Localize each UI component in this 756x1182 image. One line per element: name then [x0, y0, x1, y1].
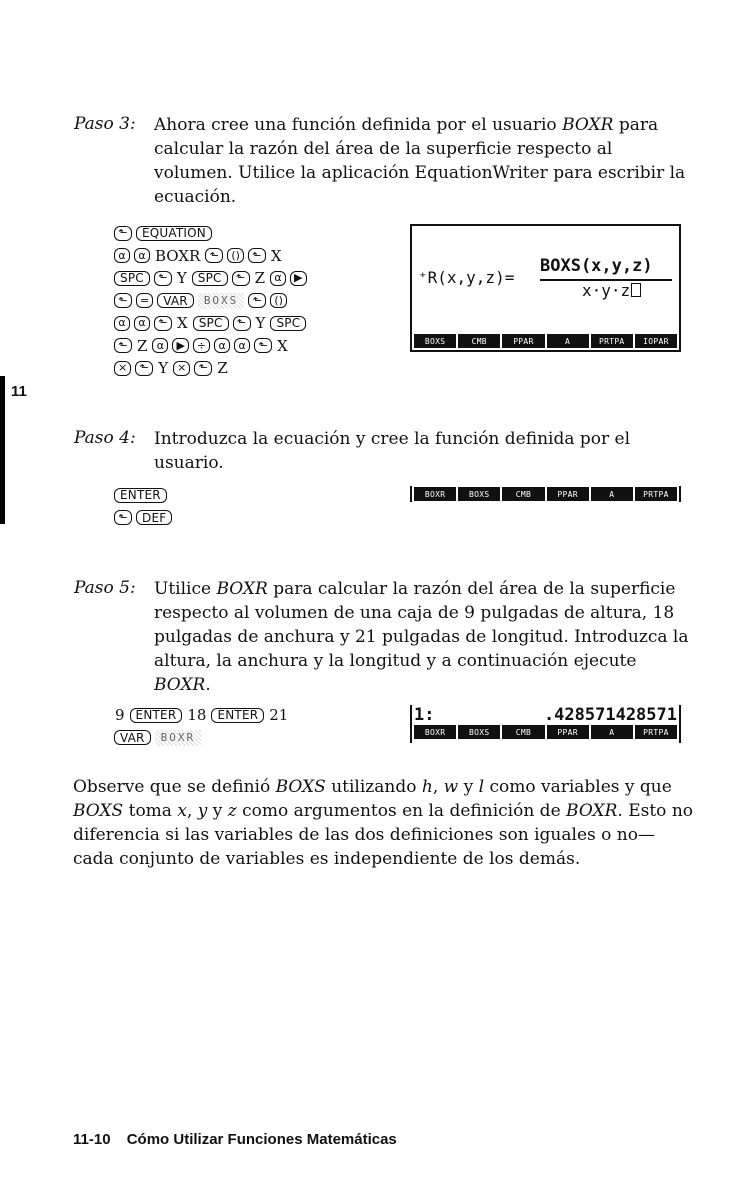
chapter-edge-bar [0, 376, 5, 524]
left-shift-key: ⬑ [135, 361, 153, 376]
menu-label: PRTPA [635, 487, 677, 501]
multiply-key: × [114, 361, 131, 376]
step3-function-name: BOXR [562, 115, 614, 135]
left-shift-key: ⬑ [248, 293, 266, 308]
menu-label: BOXS [458, 725, 500, 739]
equation-denominator [582, 281, 641, 300]
typed-text: X [270, 246, 282, 265]
menu-label: CMB [458, 334, 500, 348]
alpha-key: α [152, 338, 168, 353]
menu-bar [414, 725, 677, 739]
alpha-key: α [114, 248, 130, 263]
keystroke-line [114, 222, 307, 245]
step5-text-b: para calcular la razón del área de la superficie respecto al volumen de una caja de 9 pulgadas de altura, 18 pulgadas de anchura y 21 pulgadas de longitud. Introduzca la altura, la anchura y la longitud y a continuación ejecute [154, 579, 689, 671]
menu-label: PPAR [547, 487, 589, 501]
page-footer [73, 1131, 397, 1148]
boxs-menu-key: BOXS [198, 293, 245, 309]
keystroke-line [114, 335, 307, 358]
step4-keystrokes [114, 484, 172, 529]
equation-writer-screen [410, 224, 681, 352]
menu-label: A [547, 334, 589, 348]
step3-keystrokes [114, 222, 307, 380]
step4-screen [410, 486, 681, 502]
keystroke-line [114, 727, 289, 750]
menu-label: BOXS [458, 487, 500, 501]
spc-key: SPC [193, 316, 229, 331]
step5-function-name-2: BOXR [154, 675, 206, 695]
def-key: DEF [136, 510, 172, 525]
closing-var: z [227, 801, 237, 821]
menu-label: CMB [502, 487, 544, 501]
left-shift-key: ⬑ [194, 361, 212, 376]
step3-text [154, 113, 694, 209]
equals-key: = [136, 293, 153, 308]
step4-text: Introduzca la ecuación y cree la función definida por el usuario. [154, 429, 631, 473]
typed-text: X [277, 336, 288, 355]
equation-display [418, 256, 674, 306]
left-shift-key: ⬑ [114, 510, 132, 525]
closing-text: toma [123, 801, 178, 821]
typed-text: BOXR [155, 246, 201, 265]
alpha-key: α [134, 316, 150, 331]
left-shift-key: ⬑ [154, 316, 172, 331]
left-shift-key: ⬑ [233, 316, 251, 331]
stack-level-label: 1: [414, 705, 435, 725]
left-shift-key: ⬑ [154, 271, 172, 286]
menu-label: BOXR [414, 487, 456, 501]
closing-text: y [458, 777, 479, 797]
closing-text: utilizando [325, 777, 422, 797]
equation-denominator-text: x·y·z [582, 281, 631, 300]
paren-key: () [227, 248, 244, 263]
step5-function-name: BOXR [216, 579, 268, 599]
typed-text: Y [255, 314, 266, 332]
alpha-key: α [134, 248, 150, 263]
keystroke-line [114, 290, 307, 313]
chapter-title: Cómo Utilizar Funciones Matemáticas [126, 1131, 397, 1148]
equation-lhs: ⁺R(x,y,z)= [418, 268, 515, 287]
boxr-menu-key: BOXR [155, 730, 202, 746]
step5-keystrokes [114, 704, 289, 749]
step3-label: Paso 3: [74, 114, 136, 134]
menu-label: PPAR [547, 725, 589, 739]
keystroke-line [114, 357, 307, 380]
typed-text: Z [217, 359, 228, 377]
alpha-key: α [270, 271, 286, 286]
keystroke-line [114, 312, 307, 335]
stack-level-1 [414, 705, 677, 725]
menu-label: BOXR [414, 725, 456, 739]
chapter-tab-number: 11 [11, 383, 27, 400]
keystroke-line [114, 245, 307, 268]
closing-var: l [478, 777, 485, 797]
closing-text: Observe que se definió [73, 777, 276, 797]
menu-label: A [591, 487, 633, 501]
left-shift-key: ⬑ [114, 293, 132, 308]
typed-text: 21 [269, 706, 289, 724]
alpha-key: α [234, 338, 250, 353]
stack-level-value: .428571428571 [543, 705, 677, 725]
typed-text: X [177, 314, 188, 332]
closing-text: como variables y que [484, 777, 672, 797]
var-key: VAR [157, 293, 194, 308]
closing-var: h [421, 777, 433, 797]
left-shift-key: ⬑ [248, 248, 266, 263]
closing-text: , [432, 777, 444, 797]
menu-label: PRTPA [591, 334, 633, 348]
left-shift-key: ⬑ [254, 338, 272, 353]
closing-text: y [207, 801, 228, 821]
step5-label: Paso 5: [74, 578, 136, 598]
menu-label: PRTPA [635, 725, 677, 739]
step3-text-a: Ahora cree una función definida por el usuario [154, 115, 563, 135]
typed-text: 9 [115, 706, 125, 724]
alpha-key: α [114, 316, 130, 331]
left-shift-key: ⬑ [114, 338, 132, 353]
left-shift-key: ⬑ [114, 226, 132, 241]
enter-key: ENTER [114, 488, 167, 503]
step5-text [154, 577, 692, 697]
left-shift-key: ⬑ [205, 248, 223, 263]
spc-key: SPC [114, 271, 150, 286]
right-arrow-key: ▶ [172, 338, 188, 353]
closing-var: x [177, 801, 187, 821]
typed-text: Z [137, 336, 148, 355]
page-number: 11-10 [73, 1131, 111, 1148]
keystroke-line [114, 267, 307, 290]
left-shift-key: ⬑ [232, 271, 250, 286]
menu-label: PPAR [502, 334, 544, 348]
closing-var: BOXS [275, 777, 326, 797]
closing-var: BOXR [566, 801, 618, 821]
closing-var: y [197, 801, 208, 821]
step3-text-b: para calcular la razón del área de la superficie respecto al volumen. Utilice la aplicación EquationWriter para escribir la ecuación. [154, 115, 686, 207]
typed-text: Z [254, 269, 266, 287]
divide-key: ÷ [193, 338, 210, 353]
closing-var: w [443, 777, 459, 797]
step5-text-c: . [205, 675, 211, 695]
keystroke-line [114, 704, 289, 727]
step5-text-a: Utilice [154, 579, 217, 599]
equation-key: EQUATION [136, 226, 212, 241]
cursor-icon [631, 283, 641, 297]
keystroke-line [114, 484, 172, 507]
closing-text: , [186, 801, 198, 821]
closing-paragraph [73, 775, 693, 871]
menu-bar [414, 487, 677, 501]
equation-numerator: BOXS(x,y,z) [540, 256, 653, 276]
typed-text: Y [158, 359, 169, 377]
menu-label: A [591, 725, 633, 739]
multiply-key: × [173, 361, 190, 376]
closing-var: BOXS [73, 801, 124, 821]
typed-text: 18 [187, 706, 207, 724]
step4-label: Paso 4: [74, 428, 136, 448]
spc-key: SPC [270, 316, 306, 331]
enter-key: ENTER [211, 708, 264, 723]
right-arrow-key: ▶ [290, 271, 306, 286]
menu-label: CMB [502, 725, 544, 739]
menu-label: BOXS [414, 334, 456, 348]
closing-text: . Esto no diferencia si las variables de las dos definiciones son iguales o no—cada conjunto de variables es independiente de los demás. [73, 801, 694, 869]
var-key: VAR [114, 730, 151, 745]
keystroke-line [114, 507, 172, 530]
menu-bar [414, 334, 677, 348]
paren-key: () [270, 293, 287, 308]
closing-text: como argumentos en la definición de [236, 801, 567, 821]
spc-key: SPC [192, 271, 228, 286]
step5-screen [410, 705, 681, 743]
typed-text: Y [176, 269, 187, 287]
alpha-key: α [214, 338, 230, 353]
enter-key: ENTER [130, 708, 183, 723]
menu-label: IOPAR [635, 334, 677, 348]
